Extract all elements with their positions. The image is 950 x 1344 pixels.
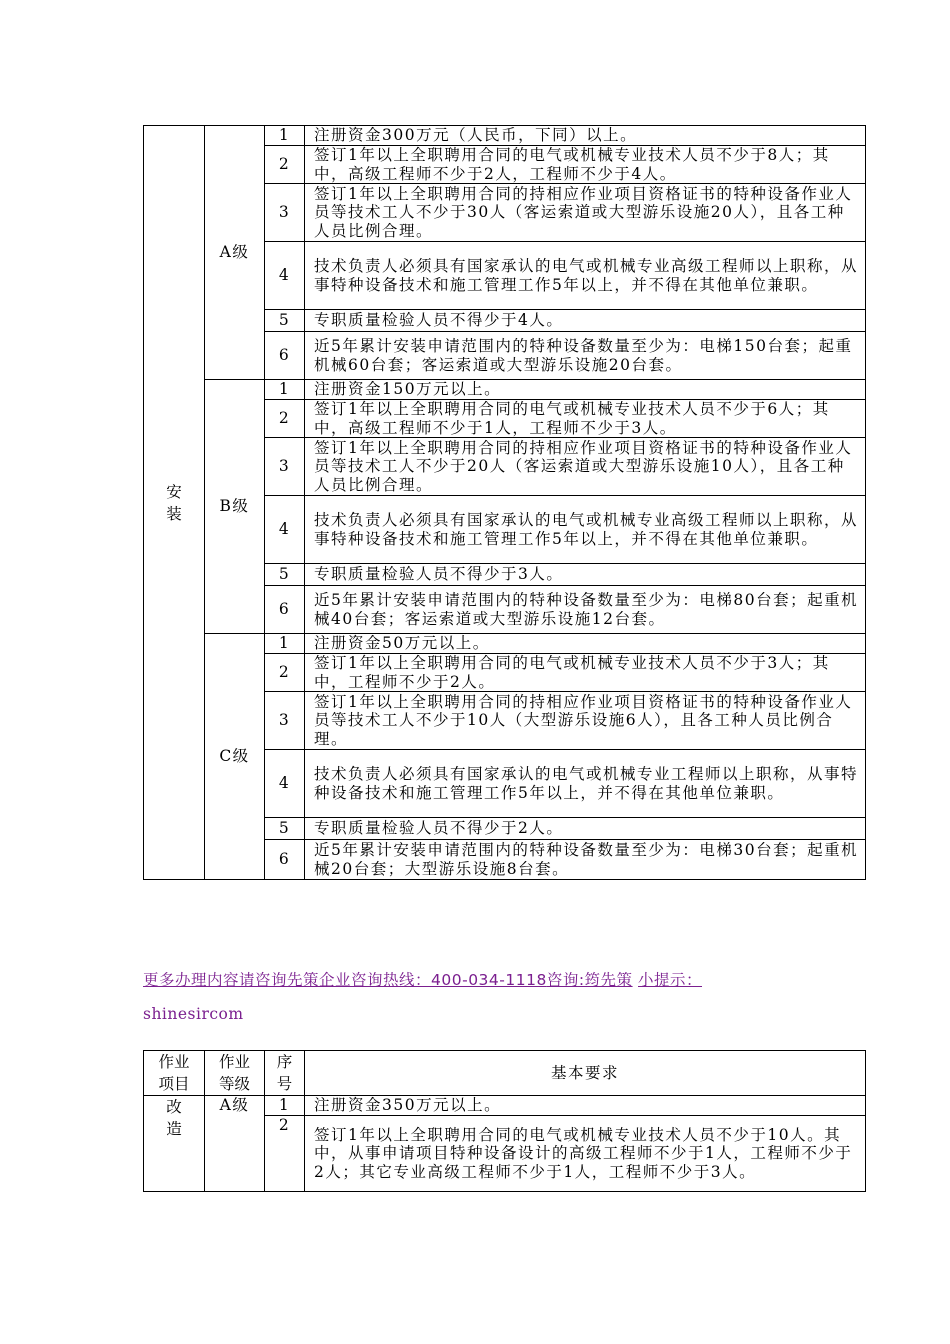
level-cell: C级 <box>205 634 265 880</box>
row-number: 5 <box>265 818 305 840</box>
row-number: 5 <box>265 310 305 332</box>
header-project-label: 作业项目 <box>158 1053 190 1093</box>
row-number: 5 <box>265 564 305 586</box>
header-no-label: 序号 <box>276 1053 293 1093</box>
row-number: 3 <box>265 184 305 242</box>
requirement-text: 签订1年以上全职聘用合同的持相应作业项目资格证书的特种设备作业人员等技术工人不少于10人（大型游乐设施6人），且各工种人员比例合理。 <box>305 692 866 750</box>
requirement-text: 签订1年以上全职聘用合同的电气或机械专业技术人员不少于10人。其中，从事申请项目特种设备设计的高级工程师不少于1人，工程师不少于2人；其它专业高级工程师不少于1人，工程师不少于3人。 <box>305 1116 866 1192</box>
row-number: 3 <box>265 438 305 496</box>
level-cell: B级 <box>205 380 265 634</box>
requirement-text: 近5年累计安装申请范围内的特种设备数量至少为：电梯150台套；起重机械60台套；客运索道或大型游乐设施20台套。 <box>305 332 866 380</box>
requirement-text: 签订1年以上全职聘用合同的电气或机械专业技术人员不少于8人；其中，高级工程师不少于2人，工程师不少于4人。 <box>305 146 866 184</box>
project-cell <box>144 1096 205 1192</box>
requirement-text: 技术负责人必须具有国家承认的电气或机械专业高级工程师以上职称，从事特种设备技术和施工管理工作5年以上，并不得在其他单位兼职。 <box>305 242 866 310</box>
hotline-prefix[interactable]: 更多办理内容请咨询先策企业咨询热线： <box>143 971 432 989</box>
project-label: 安装 <box>166 482 182 523</box>
level-cell: A级 <box>205 1096 265 1192</box>
requirement-text: 专职质量检验人员不得少于4人。 <box>305 310 866 332</box>
requirement-text: 注册资金350万元以上。 <box>305 1096 866 1116</box>
row-number: 2 <box>265 146 305 184</box>
row-number: 2 <box>265 1116 305 1192</box>
row-number: 1 <box>265 380 305 400</box>
requirement-text: 技术负责人必须具有国家承认的电气或机械专业高级工程师以上职称，从事特种设备技术和施工管理工作5年以上，并不得在其他单位兼职。 <box>305 496 866 564</box>
header-level-label: 作业等级 <box>218 1053 250 1093</box>
requirement-text: 签订1年以上全职聘用合同的电气或机械专业技术人员不少于6人；其中，高级工程师不少于1人，工程师不少于3人。 <box>305 400 866 438</box>
row-number: 2 <box>265 654 305 692</box>
row-number: 4 <box>265 750 305 818</box>
requirement-text: 近5年累计安装申请范围内的特种设备数量至少为：电梯80台套；起重机械40台套；客运索道或大型游乐设施12台套。 <box>305 586 866 634</box>
website-link[interactable]: shinesircom <box>143 1005 244 1023</box>
row-number: 1 <box>265 126 305 146</box>
row-number: 6 <box>265 332 305 380</box>
row-number: 2 <box>265 400 305 438</box>
renovation-requirements-table <box>143 1050 866 1192</box>
requirement-text: 签订1年以上全职聘用合同的持相应作业项目资格证书的特种设备作业人员等技术工人不少于20人（客运索道或大型游乐设施10人），且各工种人员比例合理。 <box>305 438 866 496</box>
project-cell <box>144 126 205 880</box>
requirement-text: 专职质量检验人员不得少于3人。 <box>305 564 866 586</box>
level-cell: A级 <box>205 126 265 380</box>
row-number: 4 <box>265 242 305 310</box>
header-level <box>205 1051 265 1096</box>
header-requirement: 基本要求 <box>305 1051 866 1096</box>
hotline-line[interactable] <box>143 968 843 990</box>
requirement-text: 技术负责人必须具有国家承认的电气或机械专业工程师以上职称，从事特种设备技术和施工管理工作5年以上，并不得在其他单位兼职。 <box>305 750 866 818</box>
row-number: 4 <box>265 496 305 564</box>
requirement-text: 注册资金50万元以上。 <box>305 634 866 654</box>
requirement-text: 签订1年以上全职聘用合同的持相应作业项目资格证书的特种设备作业人员等技术工人不少于30人（客运索道或大型游乐设施20人），且各工种人员比例合理。 <box>305 184 866 242</box>
hotline-phone[interactable]: 400-034-1118 <box>431 971 547 989</box>
header-no <box>265 1051 305 1096</box>
header-project <box>144 1051 205 1096</box>
hotline-tip[interactable]: 小提示： <box>638 971 703 989</box>
requirement-text: 近5年累计安装申请范围内的特种设备数量至少为：电梯30台套；起重机械20台套；大型游乐设施8台套。 <box>305 840 866 880</box>
row-number: 6 <box>265 586 305 634</box>
hotline-consultant[interactable]: 咨询:筠先策 <box>546 971 633 989</box>
requirement-text: 注册资金300万元（人民币，下同）以上。 <box>305 126 866 146</box>
requirement-text: 签订1年以上全职聘用合同的电气或机械专业技术人员不少于3人；其中，工程师不少于2人。 <box>305 654 866 692</box>
row-number: 3 <box>265 692 305 750</box>
requirement-text: 注册资金150万元以上。 <box>305 380 866 400</box>
row-number: 1 <box>265 1096 305 1116</box>
row-number: 6 <box>265 840 305 880</box>
requirement-text: 专职质量检验人员不得少于2人。 <box>305 818 866 840</box>
project-label: 改造 <box>166 1098 182 1138</box>
row-number: 1 <box>265 634 305 654</box>
install-requirements-table <box>143 125 866 880</box>
